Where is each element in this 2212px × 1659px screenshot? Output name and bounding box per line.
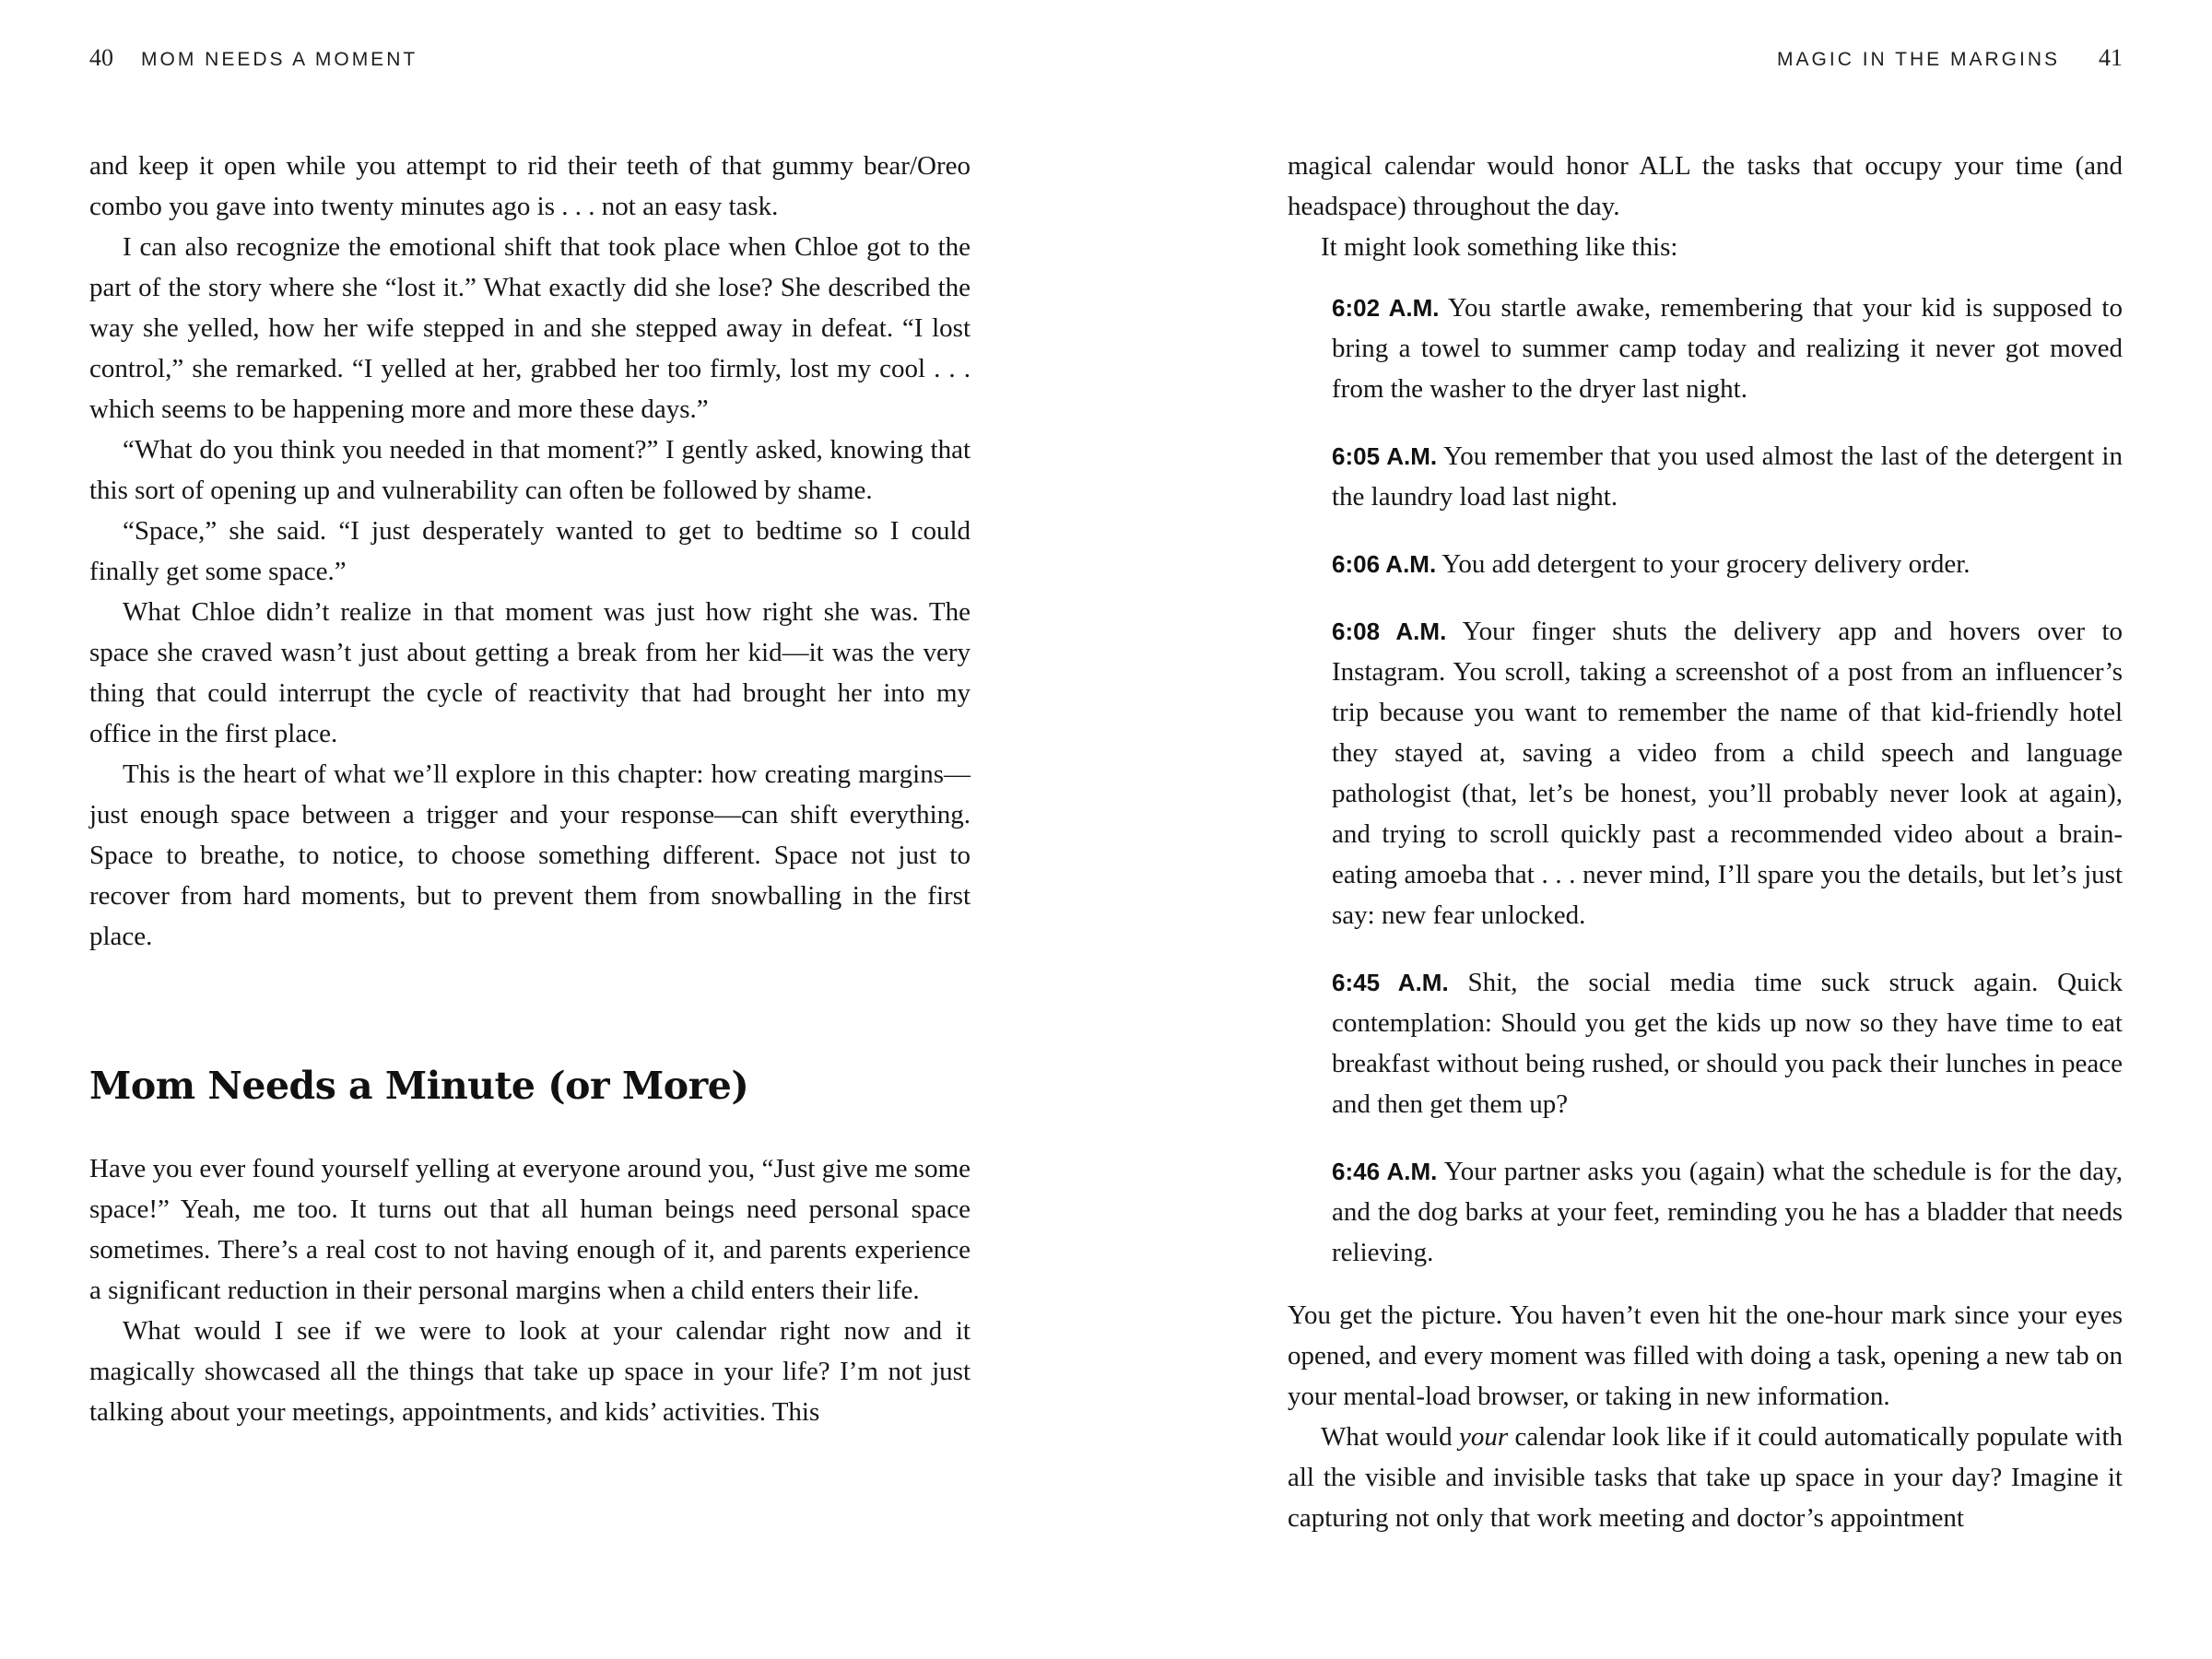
left-page-header: [89, 44, 418, 72]
body-paragraph: It might look something like this:: [1321, 232, 1678, 262]
timeline-entry: [1332, 288, 2123, 409]
timeline-entry-text: Your partner asks you (again) what the schedule is for the day, and the dog barks at your feet, reminding you he has a bladder that needs relieving.: [1332, 1157, 2124, 1267]
right-page-text-column: [1288, 146, 2123, 1538]
timeline-entry: [1332, 962, 2123, 1124]
body-paragraph: magical calendar would honor ALL the tasks that occupy your time (and headspace) throughout the day.: [1288, 151, 2123, 221]
timeline-time-label: 6:08 A.M.: [1332, 618, 1447, 645]
body-paragraph: and keep it open while you attempt to rid their teeth of that gummy bear/Oreo combo you gave into twenty minutes ago is . . . not an easy task.: [89, 151, 971, 221]
timeline-entry-text: You startle awake, remembering that your kid is supposed to bring a towel to summer camp today and realizing it never got moved from the washer to the dryer last night.: [1332, 293, 2123, 404]
body-paragraph: You get the picture. You haven’t even hit the one-hour mark since your eyes opened, and every moment was filled with doing a task, opening a new tab on your mental-load browser, or taking in new information.: [1288, 1300, 2123, 1411]
timeline-entry: [1332, 544, 2123, 584]
body-paragraph: “What do you think you needed in that moment?” I gently asked, knowing that this sort of opening up and vulnerability can often be followed by shame.: [89, 435, 971, 505]
timeline-entry: [1332, 436, 2123, 517]
timeline-time-label: 6:45 A.M.: [1332, 969, 1449, 996]
body-paragraph: What Chloe didn’t realize in that moment was just how right she was. The space she craved wasn’t just about getting a break from her kid—it was the very thing that could interrupt the cycle of reactivity that had brought her into my office in the first place.: [89, 597, 971, 748]
running-head-right: MAGIC IN THE MARGINS: [1777, 49, 2060, 70]
timeline-entry-text: Your finger shuts the delivery app and hovers over to Instagram. You scroll, taking a screenshot of a post from an influencer’s trip because you want to remember the name of that kid-friendly hotel they stayed at, saving a video from a child speech and language pathologist (that, let’s be honest, you’ll probably never look at again), and trying to scroll quickly past a recommended video about a brain-eating amoeba that . . . never mind, I’ll spare you the details, but let’s just say: new fear unlocked.: [1332, 617, 2123, 930]
running-head-row: [0, 44, 2212, 81]
timeline-entry: [1332, 1151, 2123, 1273]
body-paragraph: I can also recognize the emotional shift that took place when Chloe got to the part of the story where she “lost it.” What exactly did she lose? She described the way she yelled, how her wife stepped in and she stepped away in defeat. “I lost control,” she remarked. “I yelled at her, grabbed her too firmly, lost my cool . . . which seems to be happening more and more these days.”: [89, 232, 971, 424]
section-heading: Mom Needs a Minute (or More): [89, 1064, 749, 1108]
closing-text-italic: your: [1459, 1422, 1509, 1452]
daily-timeline-list: [1332, 288, 2123, 1273]
running-head-left: MOM NEEDS A MOMENT: [141, 49, 418, 70]
timeline-entry-text: Shit, the social media time suck struck again. Quick contemplation: Should you get the kids up now so they have time to eat breakfast without being rushed, or should you pack their lunches in peace and then get them up?: [1332, 968, 2123, 1119]
closing-paragraphs: [1288, 1295, 2123, 1538]
left-page-text-column: [89, 146, 971, 1432]
timeline-time-label: 6:05 A.M.: [1332, 442, 1438, 470]
right-page-header: [1777, 44, 2123, 72]
body-paragraph: What would I see if we were to look at your calendar right now and it magically showcased all the things that take up space in your life? I’m not just talking about your meetings, appointments, and kids’ activities. This: [89, 1316, 971, 1427]
closing-text-post: calendar look like if it could automatically populate with all the visible and invisible tasks that take up space in your day? Imagine it capturing not only that work meeting and doctor’s appointment: [1288, 1422, 2123, 1533]
timeline-time-label: 6:46 A.M.: [1332, 1158, 1438, 1185]
closing-text-pre: What would: [1321, 1422, 1459, 1452]
timeline-entry-text: You remember that you used almost the last of the detergent in the laundry load last night.: [1332, 441, 2123, 512]
timeline-time-label: 6:02 A.M.: [1332, 294, 1440, 322]
timeline-entry: [1332, 611, 2123, 935]
timeline-entry-text: You add detergent to your grocery delivery order.: [1441, 549, 1971, 579]
timeline-time-label: 6:06 A.M.: [1332, 550, 1437, 578]
body-paragraph: Have you ever found yourself yelling at everyone around you, “Just give me some space!” Yeah, me too. It turns out that all human beings need personal space sometimes. There’s a real cost to not having enough of it, and parents experience a significant reduction in their personal margins when a child enters their life.: [89, 1154, 971, 1305]
page-number-right: 41: [2099, 44, 2123, 71]
body-paragraph: “Space,” she said. “I just desperately wanted to get to bedtime so I could finally get some space.”: [89, 516, 971, 586]
body-paragraph: This is the heart of what we’ll explore in this chapter: how creating margins—just enough space between a trigger and your response—can shift everything. Space to breathe, to notice, to choose something different. Space not just to recover from hard moments, but to prevent them from snowballing in the first place.: [89, 759, 971, 951]
page-number-left: 40: [89, 44, 113, 71]
body-paragraph: [1288, 1417, 2123, 1538]
